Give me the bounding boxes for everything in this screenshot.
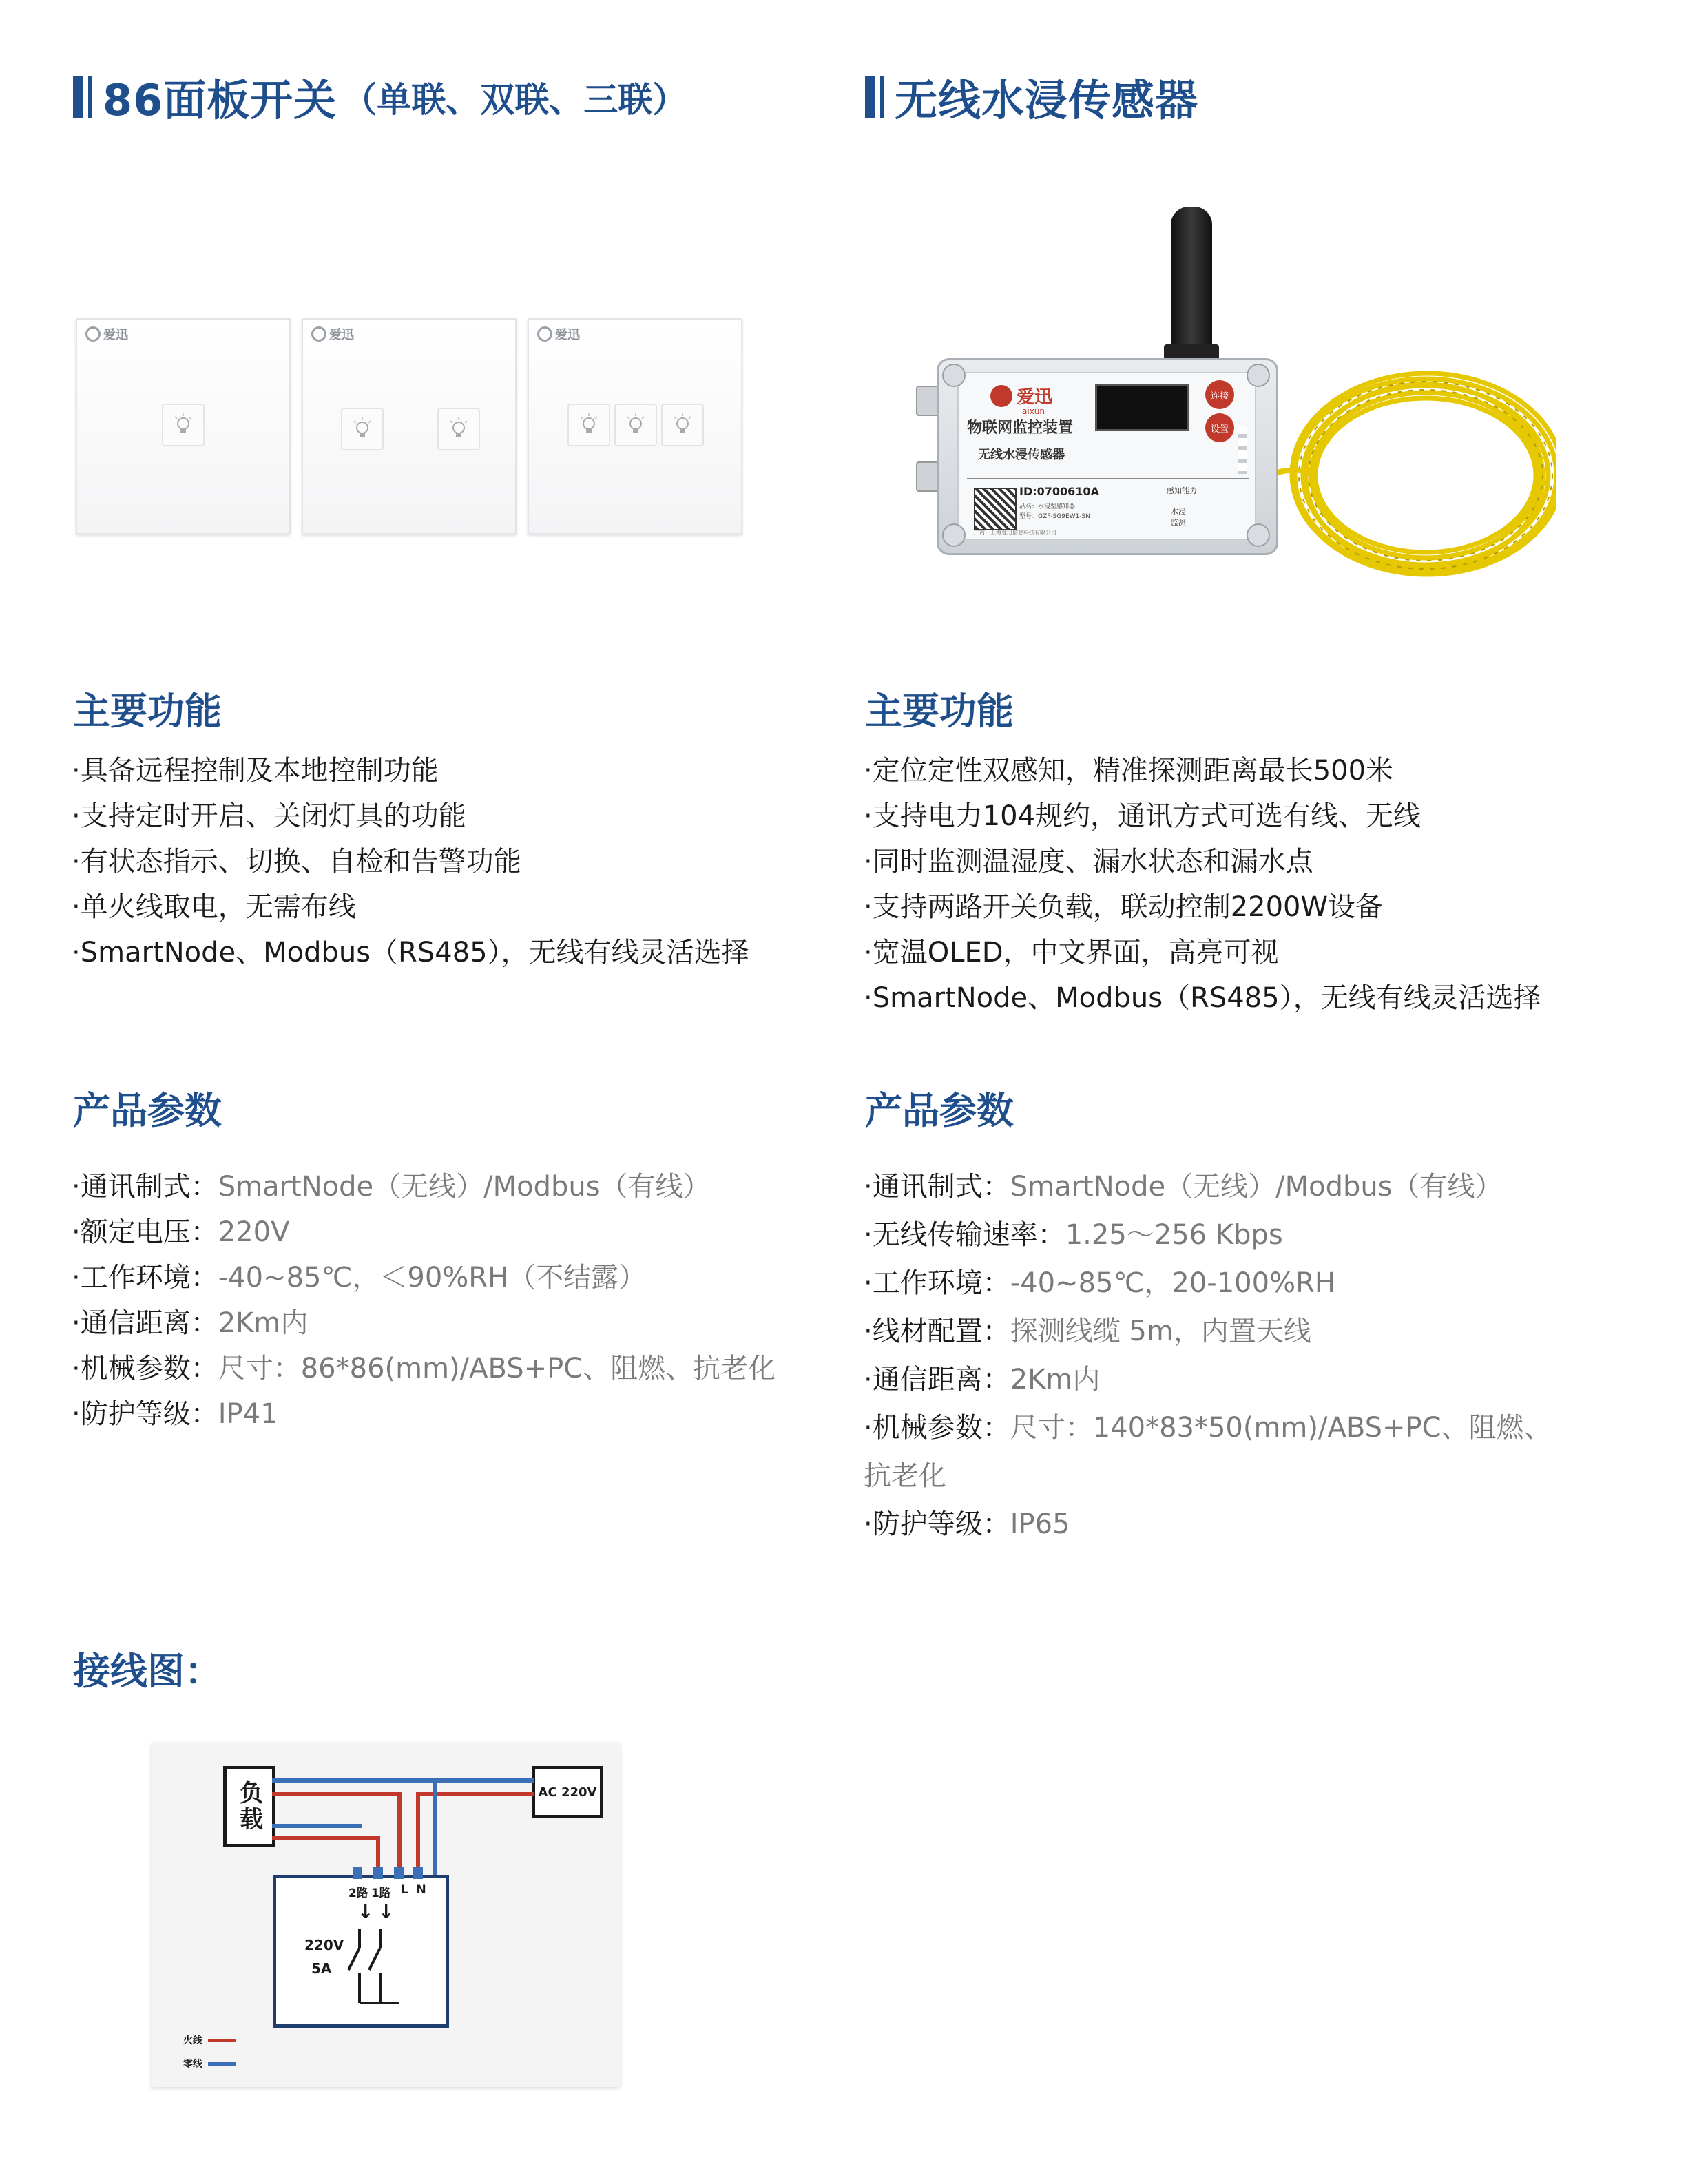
load-box bbox=[223, 1766, 275, 1847]
connect-button[interactable]: 连接 bbox=[1205, 380, 1234, 409]
title-bar-mark bbox=[865, 76, 884, 118]
bulb-key-icon bbox=[162, 404, 205, 446]
param-row: ·线材配置：探测线缆 5m，内置天线 bbox=[864, 1316, 1311, 1347]
left-title-main: 86面板开关 bbox=[103, 75, 337, 125]
left-title-sub: （单联、双联、三联） bbox=[342, 79, 687, 120]
panel-single bbox=[76, 318, 291, 534]
right-title-main: 无线水浸传感器 bbox=[895, 75, 1199, 125]
list-item: ·SmartNode、Modbus（RS485），无线有线灵活选择 bbox=[72, 937, 749, 968]
oled-screen bbox=[1095, 384, 1189, 431]
legend-neutral: 零线 bbox=[183, 2057, 236, 2070]
device-maker: 厂商：上海爱迅信息科技有限公司 bbox=[974, 530, 1056, 536]
left-functions-list bbox=[72, 748, 749, 975]
qr-code-icon bbox=[974, 488, 1017, 530]
panel-logo: 爱迅 bbox=[311, 325, 354, 343]
fire-wire-2-down bbox=[397, 1792, 402, 1875]
device-name2: 无线水浸传感器 bbox=[978, 448, 1065, 462]
param-row: ·通信距离：2Km内 bbox=[72, 1307, 309, 1339]
param-row: ·通讯制式：SmartNode（无线）/Modbus（有线） bbox=[72, 1171, 711, 1203]
right-params-heading: 产品参数 bbox=[865, 1089, 1014, 1132]
right-title bbox=[865, 66, 1198, 127]
ac-label: AC 220V bbox=[538, 1785, 597, 1800]
fire-wire-1 bbox=[272, 1836, 379, 1840]
right-params-list bbox=[864, 1163, 1552, 1548]
list-item: ·SmartNode、Modbus（RS485），无线有线灵活选择 bbox=[864, 982, 1541, 1014]
param-row: ·防护等级：IP41 bbox=[72, 1398, 278, 1430]
param-row: ·通信距离：2Km内 bbox=[864, 1364, 1101, 1395]
bulb-key-icon bbox=[437, 408, 480, 450]
param-row: ·额定电压：220V bbox=[72, 1216, 290, 1248]
settings-button[interactable]: 设置 bbox=[1205, 413, 1234, 442]
param-row: ·防护等级：IP65 bbox=[864, 1508, 1070, 1540]
antenna-icon bbox=[1171, 207, 1212, 365]
neutral-wire-down bbox=[433, 1778, 437, 1875]
device-logo: 爱迅 bbox=[990, 383, 1052, 408]
panel-triple bbox=[528, 318, 742, 534]
device-name1: 物联网监控装置 bbox=[967, 419, 1074, 437]
right-functions-list bbox=[864, 748, 1541, 1021]
ac-source-box bbox=[532, 1766, 603, 1818]
bulb-key-icon bbox=[567, 404, 610, 446]
device-ability-2: 监测 bbox=[1171, 518, 1186, 527]
device-model-2: 型号：GZF-SG9EW1-SN bbox=[1019, 513, 1090, 520]
param-row: ·机械参数：尺寸：86*86(mm)/ABS+PC、阻燃、抗老化 bbox=[72, 1353, 776, 1384]
fire-wire-2 bbox=[272, 1792, 402, 1796]
bulb-key-icon bbox=[661, 404, 704, 446]
right-functions-heading: 主要功能 bbox=[865, 689, 1014, 733]
device-id: ID:0700610A bbox=[1019, 485, 1099, 498]
terminal-labels: 2路 1路 L N bbox=[348, 1883, 426, 1900]
param-row: ·通讯制式：SmartNode（无线）/Modbus（有线） bbox=[864, 1171, 1503, 1203]
bulb-key-icon bbox=[341, 408, 384, 450]
neutral-wire bbox=[272, 1778, 534, 1783]
rating-voltage: 220V bbox=[304, 1937, 344, 1953]
param-row: ·机械参数：尺寸：140*83*50(mm)/ABS+PC、阻燃、 bbox=[864, 1412, 1552, 1444]
wiring-diagram: 负载 AC 220V 2路 1路 L N ↓ ↓ 220V 5A 火线 零线 bbox=[152, 1743, 620, 2087]
list-item: ·具备远程控制及本地控制功能 bbox=[72, 755, 439, 787]
panel-logo: 爱迅 bbox=[537, 325, 580, 343]
rating-current: 5A bbox=[311, 1960, 332, 1977]
live-wire-down bbox=[416, 1792, 420, 1875]
list-item: ·定位定性双感知，精准探测距离最长500米 bbox=[864, 755, 1394, 787]
param-row: ·工作环境：-40~85℃，20-100%RH bbox=[864, 1267, 1335, 1299]
device-brand-en: aixun bbox=[1022, 406, 1045, 416]
left-functions-heading: 主要功能 bbox=[73, 689, 222, 733]
water-sensor-device bbox=[909, 207, 1556, 592]
title-bar-mark bbox=[73, 76, 92, 118]
list-item: ·单火线取电，无需布线 bbox=[72, 891, 356, 923]
wiring-heading: 接线图： bbox=[73, 1650, 222, 1693]
param-row: ·无线传输速率：1.25～256 Kbps bbox=[864, 1219, 1283, 1251]
panel-double bbox=[302, 318, 517, 534]
param-row-continued: 抗老化 bbox=[864, 1460, 946, 1492]
left-params-list bbox=[72, 1164, 775, 1437]
left-params-heading: 产品参数 bbox=[73, 1089, 222, 1132]
neutral-wire-load bbox=[272, 1824, 362, 1828]
list-item: ·同时监测温湿度、漏水状态和漏水点 bbox=[864, 846, 1313, 877]
left-title bbox=[73, 66, 687, 127]
sensing-cable-icon bbox=[1267, 365, 1556, 585]
panel-logo: 爱迅 bbox=[85, 325, 128, 343]
legend-fire: 火线 bbox=[183, 2033, 236, 2047]
list-item: ·支持两路开关负载，联动控制2200W设备 bbox=[864, 891, 1384, 923]
device-model-1: 品名：水浸型感知器 bbox=[1019, 503, 1076, 510]
list-item: ·支持定时开启、关闭灯具的功能 bbox=[72, 800, 466, 832]
list-item: ·有状态指示、切换、自检和告警功能 bbox=[72, 846, 521, 877]
load-label: 负载 bbox=[235, 1780, 263, 1833]
device-ability-1: 水浸 bbox=[1171, 507, 1186, 516]
list-item: ·宽温OLED，中文界面，高亮可视 bbox=[864, 937, 1279, 968]
list-item: ·支持电力104规约，通讯方式可选有线、无线 bbox=[864, 800, 1421, 832]
param-row: ·工作环境：-40~85℃，＜90%RH（不结露） bbox=[72, 1262, 647, 1294]
bulb-key-icon bbox=[614, 404, 657, 446]
device-ability: 感知能力 bbox=[1167, 486, 1197, 495]
